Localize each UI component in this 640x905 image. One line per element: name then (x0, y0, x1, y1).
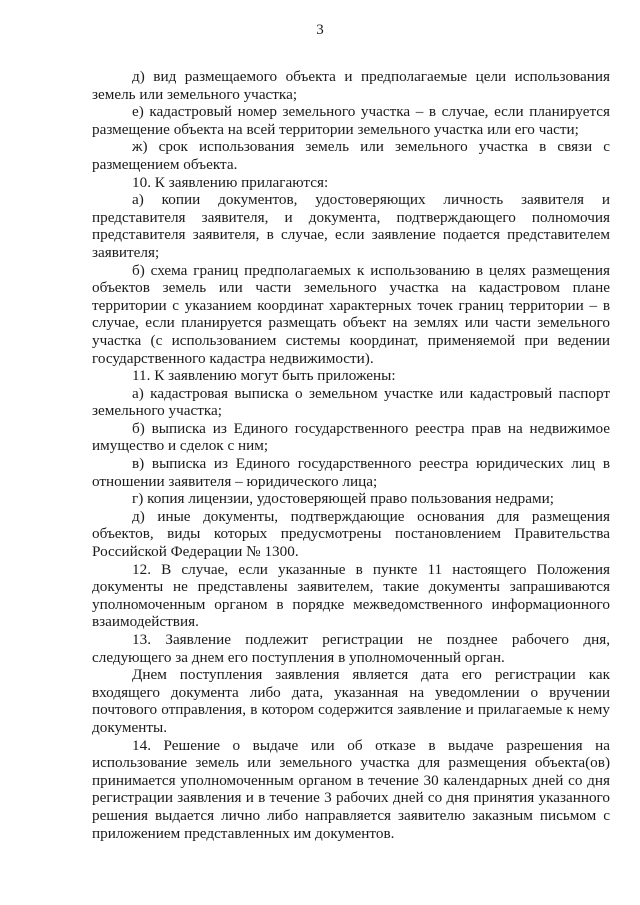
paragraph-13: 13. Заявление подлежит регистрации не позднее рабочего дня, следующего за днем его поступления в уполномоченный орган. (92, 631, 610, 666)
paragraph-11g: г) копия лицензии, удостоверяющей право пользования недрами; (132, 490, 554, 508)
paragraph-13-receipt-date: Днем поступления заявления является дата его регистрации как входящего документа либо дата, указанная на уведомлении о вручении почтового отправления, в котором содержится заявление и прилагаемые к нему документы. (92, 666, 610, 736)
paragraph-14: 14. Решение о выдаче или об отказе в выдаче разрешения на использование земель или земельного участка для размещения объекта(ов) принимается уполномоченным органом в течение 30 календарных дней со дня регистрации заявления и в течение 3 рабочих дней со дня принятия указанного решения выдается лично либо направляется заявителю заказным письмом с приложением представленных им документов. (92, 736, 610, 842)
paragraph-10a: а) копии документов, удостоверяющих личность заявителя и представителя заявителя, и документа, подтверждающего полномочия представителя заявителя, в случае, если заявление подается представителем заявителя; (92, 191, 610, 261)
paragraph-4zh: ж) срок использования земель или земельного участка в связи с размещением объекта. (92, 138, 610, 173)
paragraph-12: 12. В случае, если указанные в пункте 11 настоящего Положения документы не представлены заявителем, такие документы запрашиваются уполномоченным органом в порядке межведомственного информационного взаимодействия. (92, 560, 610, 631)
paragraph-11a: а) кадастровая выписка о земельном участке или кадастровый паспорт земельного участка; (92, 384, 610, 420)
page-number: 3 (316, 22, 324, 38)
paragraph-11d: д) иные документы, подтверждающие основания для размещения объектов, виды которых предусмотрены постановлением Правительства Российской Федерации № 1300. (92, 507, 610, 561)
document-body (92, 68, 610, 842)
paragraph-11: 11. К заявлению могут быть приложены: (132, 367, 396, 385)
paragraph-4d: д) вид размещаемого объекта и предполагаемые цели использования земель или земельного участка; (92, 68, 610, 103)
paragraph-11b: б) выписка из Единого государственного реестра прав на недвижимое имущество и сделок с ним; (92, 419, 610, 455)
paragraph-10b: б) схема границ предполагаемых к использованию в целях размещения объектов земель или части земельного участка на кадастровом плане территории с указанием координат характерных точек границ территории – в случае, если планируется размещать объект на землях или части земельного участка (с использованием системы координат, применяемой при ведении государственного кадастра недвижимости). (92, 261, 610, 367)
paragraph-11v: в) выписка из Единого государственного реестра юридических лиц в отношении заявителя – юридического лица; (92, 455, 610, 490)
paragraph-10: 10. К заявлению прилагаются: (132, 173, 329, 191)
paragraph-4e: е) кадастровый номер земельного участка – в случае, если планируется размещение объекта на всей территории земельного участка или его части; (92, 103, 610, 138)
